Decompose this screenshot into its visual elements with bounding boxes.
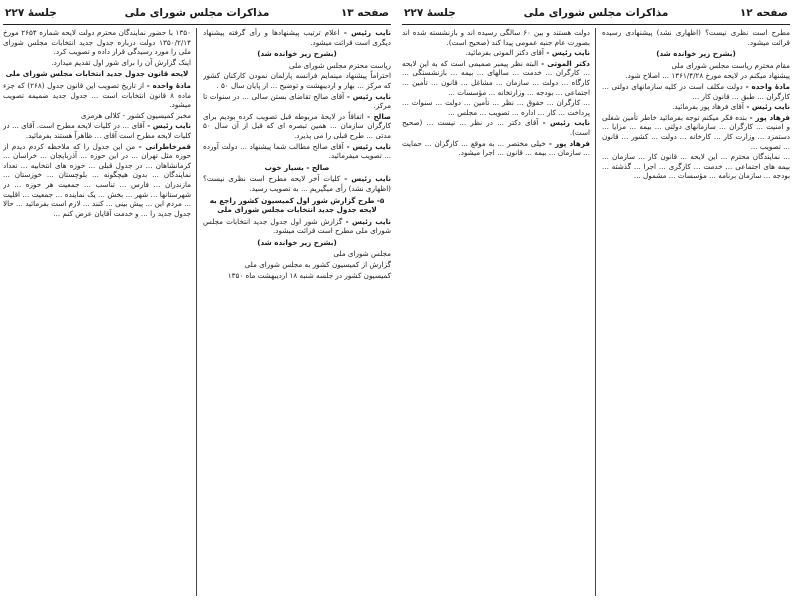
paragraph [203,217,391,236]
speaker-name: نایب رئیس - [343,141,391,151]
left-page-columns [3,28,391,596]
paragraph [3,142,191,219]
paragraph [3,81,191,110]
right-page-number: صفحه ۱۲ [739,7,788,19]
paragraph [3,58,191,68]
paragraph [203,271,391,281]
left-page-column-left [3,28,191,596]
right-page [402,4,790,596]
speaker-name: مادهٔ واحده - [143,80,191,90]
speaker-name: نایب رئیس - [538,118,590,128]
speaker-name: فرهاد پور - [545,138,590,148]
column-divider [595,28,596,596]
paragraph [203,174,391,193]
right-page-session: جلسهٔ ۲۲۷ [404,7,456,19]
paragraph [203,112,391,141]
paragraph-text: مقام محترم ریاست مجلس شورای ملی [671,60,790,70]
paragraph [203,28,391,47]
paragraph-text: کمیسیون کشور در جلسه شنبه ۱۸ اردیبهشت ماه ۱۳۵۰ [227,270,391,280]
paragraph-text: آقای صالح مطالب شما پیشنهاد ... دولت آورده ... تصویب میفرمائید. [203,141,391,161]
left-page-session: جلسهٔ ۲۲۷ [5,7,57,19]
paragraph-text: آقای دکتر الموتی بفرمائید. [465,48,544,58]
column-divider [196,28,197,596]
paragraph-text: احتراماً پیشنهاد مینمایم فرانسه پارلمان نمودن کارکنان کشور که مرکز ... بهار و اردیبهشت و توضیح ... از پایان سال ۵۰ . [203,71,391,90]
paragraph [602,152,790,181]
paragraph [402,139,590,158]
right-page-column-right [602,28,790,596]
paragraph-text: پیشنهاد میکنم در لایحه مورخ ۱۳۶۱/۴/۲۸ ... اصلاح شود. [625,71,790,81]
speaker-name: نایب رئیس - [543,48,590,58]
paragraph-text: البته نظر پیمبر صمیمی است که به این لایحه ... کارگران ... خدمت ... سالهای ... بیمه ... بازنشستگی ... کارگاه ... دولت ... سازمان ... مشاغل ... قانون ... تأمین ... اجتماعی ... بودجه ... وزارتخانه ... مؤسسات ... [402,58,590,97]
left-page-header [3,4,391,25]
paragraph-text: گزارش شور اول جدول جدید انتخابات مجلس شورای ملی مطرح است قرائت میشود. [203,216,391,236]
paragraph-text: دولت مکلف است در کلیه سازمانهای دولتی ... کارگران ... طبق ... قانون کار ... [602,81,790,101]
paragraph [602,102,790,112]
paragraph-text: آقای ... در کلیات لایحه مطرح است. آقای ... در کلیات لایحه مطرح است آقای ... ظاهراً هستند بفرمائید. [3,121,191,140]
paragraph [3,121,191,140]
right-page-title: مذاکرات مجلس شورای ملی [523,7,669,19]
left-page [3,4,391,596]
paragraph [602,113,790,151]
paragraph [203,71,391,90]
paragraph [3,28,191,57]
speaker-name: مادهٔ واحده - [742,81,790,91]
paragraph-text: اتفاقاً در لایحهٔ مربوطه قبل تصویب کرده بودیم برای کارگران سازمان ... همین تبصره ای که قبل از آن سال ۵۰ مدتی ... طرح قبلی را می پذیرد. [203,111,391,140]
speaker-name: قمرخاطرانی - [135,141,191,151]
section-heading: لایحه قانون جدول جدید انتخابات مجلس شورای ملی [5,69,189,79]
paragraph-text: گزارش از کمیسیون کشور به مجلس شورای ملی [244,260,391,270]
paragraph-text: ۱۳۵۰ با حضور نمایندگان محترم دولت لایحه شماره ۲۶۵۴ مورخ ۱۳۵۰/۲/۱۴ دولت درباره جدول جدید انتخابات مجلس شورای ملی را مورد رسیدگی قرار داده و تصویب کرد. [3,28,191,57]
left-page-title: مذاکرات مجلس شورای ملی [124,7,270,19]
speaker-name: نایب رئیس - [342,216,391,226]
paragraph [203,249,391,259]
paragraph [203,92,391,111]
paragraph [602,71,790,81]
paragraph-text: ... نمایندگان محترم ... این لایحه ... قانون کار ... سازمان ... بیمه های اجتماعی ... خدمت ... کارگری ... اجرا ... گذشته ... بودجه ... سازمان برنامه ... مؤسسات ... مشمول ... [602,152,790,181]
paragraph-text: اینک گزارش آن را برای شور اول تقدیم میدارد. [51,57,191,67]
right-page-header [402,4,790,25]
right-page-column-left [402,28,590,596]
paragraph-text: ریاست محترم مجلس شورای ملی [288,60,391,70]
section-heading: (بشرح زیر خوانده شد) [257,237,337,247]
paragraph [602,28,790,47]
paragraph [602,82,790,101]
left-page-column-right [203,28,391,596]
speaker-name: فرهاد پور - [746,112,790,122]
speaker-name: نایب رئیس - [743,102,790,112]
paragraph-text: آقای فرهاد پور بفرمائید. [672,102,744,112]
paragraph [602,61,790,71]
paragraph-text: اعلام ترتیب پیشنهادها و رأی گرفته پیشنهاد دیگری است قرائت میشود. [203,28,391,47]
paragraph [402,48,590,58]
speaker-name: نایب رئیس - [340,174,391,184]
left-page-number: صفحه ۱۳ [340,7,389,19]
paragraph-text: من این جدول را که ملاحظه کردم دیدم از حوزه مثل تهران ... در این حوزه ... آذربایجان ... خراسان ... کرمانشاهان ... در جدول قبلی ... حوزه های انتخابیه ... تعداد نمایندگان ... بدون هیچگونه ... بلوچستان ... خوزستان ... مازندران ... فارس ... تناسب ... جمعیت هر حوزه ... در شهرستانها ... شهر ... بخش ... یک نماینده ... جمعیت ... اقلیت ... مردم این ... پیش بینی ... کنند ... لازم است بفرمائید ... حالا جدول جدید را ... و خدمت آقایان عرض کنم ... [3,141,191,218]
speaker-name: نایب رئیس - [144,121,191,131]
section-heading: ۵- طرح گزارش شور اول کمیسیون کشور راجع به لایحه جدول جدید انتخابات مجلس شورای ملی [209,195,385,215]
right-page-columns [402,28,790,596]
paragraph-text: مطرح است نظری نیست؟ (اظهاری نشد) پیشنهادی رسیده قرائت میشود. [602,28,790,47]
paragraph-text: از تاریخ تصویب این قانون جدول (۲۶۸) که جزء ماده ۸ قانون انتخابات است ... جدول جدید ضمیمه تصویب میشود. [3,80,191,110]
paragraph-text: مجلس شورای ملی [333,249,391,259]
paragraph-text: ... کارگران ... حقوق ... نظر ... تأمین ... دولت ... سنوات ... پرداخت ... کار ... اداره ... تصویب ... مجلس ... [402,98,590,117]
paragraph-text: دولت هستند و بین ۶۰ سالگی رسیده اند و بازنشسته شده اند بصورت عام جنبه عمومی پیدا کند (صحیح است). [402,28,590,47]
speaker-name: صالح - [363,111,391,121]
section-heading: (بشرح زیر خوانده شد) [656,49,736,59]
section-heading: (بشرح زیر خوانده شد) [257,49,337,59]
paragraph [203,142,391,161]
paragraph [402,59,590,97]
paragraph [402,98,590,117]
paragraph [3,111,191,121]
paragraph-text: خیلی مختصر ... به موقع ... کارگران ... حمایت ... سازمان ... بیمه ... قانون ... اجرا میشود. [402,138,590,158]
paragraph [203,260,391,270]
speaker-name: نایب رئیس - [339,28,391,37]
paragraph-text: آقای صالح تقاضای بستن سالی ... در سنوات تا مرکز. [203,91,391,111]
paragraph [203,61,391,71]
paragraph-text: آقای دکتر ... در نظر ... نیست ... (صحیح است). [402,118,590,137]
paragraph [402,28,590,47]
paragraph-text: کلیات آخر لایحه مطرح است نظری نیست؟ (اظهاری نشد) رأی میگیریم ... به تصویب رسید. [203,174,391,193]
section-heading: صالح - بسیار خوب [264,162,330,172]
paragraph [402,118,590,137]
paragraph-text: مخبر کمیسیون کشور - کلالی هرمزی [80,110,191,120]
paragraph-text: بنده فکر میکنم توجه بفرمائید خاطر تأمین شغلی و امنیت ... کارگران ... سازمانهای دولتی ... بیمه ... مزایا ... دستمزد ... وزارت کار ... کارخانه ... دولت ... کشور ... قانون ... تصویب ... [602,112,790,151]
speaker-name: دکتر الموتی - [538,58,590,68]
speaker-name: نایب رئیس - [344,91,391,101]
